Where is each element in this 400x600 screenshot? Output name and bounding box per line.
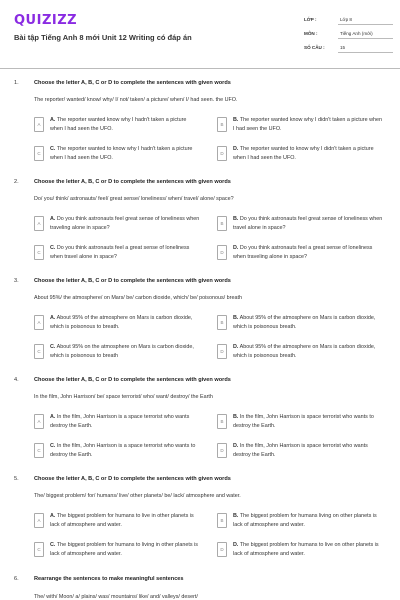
option-letter-box[interactable]: C	[34, 542, 44, 557]
question-instruction: Choose the letter A, B, C or D to complete the sentences with given words	[34, 179, 231, 185]
question-instruction: Rearrange the sentences to make meaningful sentences	[34, 576, 184, 582]
option-text: D. Do you think astronauts feel a great sense of loneliness when traveling alone in space?	[233, 245, 373, 260]
option-letter-box[interactable]: D	[217, 146, 227, 161]
option-letter-box[interactable]: A	[34, 414, 44, 429]
option-text: D. The reporter wanted to know why I didn't taken a picture when I had seen the UFO.	[233, 146, 374, 161]
option-letter-box[interactable]: A	[34, 513, 44, 528]
meta-lop-label: LỚP :	[304, 17, 317, 22]
document-title: Bài tập Tiếng Anh 8 mới Unit 12 Writing có đáp án	[14, 33, 192, 42]
option-letter-box[interactable]: D	[217, 443, 227, 458]
option-text: B. The biggest problem for humans living on other planets is lack of atmosphere and water.	[233, 513, 377, 528]
option-letter-box[interactable]: D	[217, 344, 227, 359]
meta-mon-value: Tiếng Anh (mới)	[340, 31, 373, 36]
option-letter-box[interactable]: C	[34, 245, 44, 260]
option-text: B. The reporter wanted know why I didn't taken a picture when I had seen the UFO.	[233, 117, 382, 132]
option-text: C. The biggest problem for humans to living in other planets is lack of atmosphere and water.	[50, 542, 198, 557]
question-number: 2.	[14, 179, 19, 185]
question-number: 5.	[14, 476, 19, 482]
question-prompt: In the film, John Harrison/ be/ space terrorist/ who/ want/ destroy/ the Earth	[34, 394, 213, 400]
option-letter-box[interactable]: A	[34, 117, 44, 132]
option-text: B. Do you think astronauts feel great sense of loneliness when travel alone in space?	[233, 216, 383, 231]
option-text: D. The biggest problem for humans to live on other planets is lack of atmosphere and water.	[233, 542, 379, 557]
meta-socau-line	[338, 52, 393, 53]
option-letter-box[interactable]: D	[217, 245, 227, 260]
option-text: A. The biggest problem for humans to live in other planets is lack of atmosphere and water.	[50, 513, 194, 528]
option-text: A. The reporter wanted know why I hadn't taken a picture when I had seen the UFO.	[50, 117, 187, 132]
option-letter-box[interactable]: D	[217, 542, 227, 557]
option-letter-box[interactable]: A	[34, 216, 44, 231]
option-text: C. Do you think astronauts feel a great sense of loneliness when travel alone in space?	[50, 245, 190, 260]
option-text: A. About 95% of the atmosphere on Mars is carbon dioxide, which is poisonous to breath.	[50, 315, 193, 330]
meta-lop-line	[338, 24, 393, 25]
question-instruction: Choose the letter A, B, C or D to complete the sentences with given words	[34, 476, 231, 482]
option-letter-box[interactable]: B	[217, 117, 227, 132]
question-number: 6.	[14, 576, 19, 582]
question-prompt: The/ with/ Moon/ a/ plains/ was/ mountains/ like/ and/ valleys/ desert/	[34, 594, 198, 600]
header-divider	[0, 68, 400, 69]
question-prompt: The reporter/ wanted/ know/ why/ I/ not/ taken/ a picture/ when/ I/ had seen. the UFO.	[34, 97, 238, 103]
meta-socau-value: 15	[340, 45, 346, 50]
option-text: D. In the film, John Harrison is space terrorist who wants destroy the Earth.	[233, 443, 368, 458]
meta-mon-line	[338, 38, 393, 39]
option-text: A. Do you think astronauts feel great sense of loneliness when traveling alone in space?	[50, 216, 200, 231]
question-number: 4.	[14, 377, 19, 383]
option-letter-box[interactable]: B	[217, 315, 227, 330]
option-letter-box[interactable]: C	[34, 146, 44, 161]
worksheet-header	[0, 0, 400, 64]
option-letter-box[interactable]: B	[217, 216, 227, 231]
question-instruction: Choose the letter A, B, C or D to complete the sentences with given words	[34, 377, 231, 383]
option-text: B. In the film, John Harrison is space terrorist who wants to destroy the Earth.	[233, 414, 374, 429]
option-text: C. In the film, John Harrison is a space terrorist who wants to destroy the Earth.	[50, 443, 196, 458]
option-letter-box[interactable]: C	[34, 443, 44, 458]
quizizz-logo: QUIZIZZ	[14, 13, 78, 28]
question-prompt: Do/ you/ think/ astronauts/ feel/ great sense/ loneliness/ when/ travel/ alone/ space?	[34, 196, 234, 202]
question-instruction: Choose the letter A, B, C or D to complete the sentences with given words	[34, 278, 231, 284]
question-instruction: Choose the letter A, B, C or D to complete the sentences with given words	[34, 80, 231, 86]
option-text: C. About 95% on the atmosphere on Mars is carbon dioxide, which is poisonous to breath	[50, 344, 194, 359]
option-letter-box[interactable]: A	[34, 315, 44, 330]
question-number: 1.	[14, 80, 19, 86]
question-number: 3.	[14, 278, 19, 284]
meta-lop-value: Lớp 8	[340, 17, 352, 22]
option-letter-box[interactable]: B	[217, 513, 227, 528]
option-letter-box[interactable]: C	[34, 344, 44, 359]
option-text: A. In the film, John Harrison is a space terrorist who wants destroy the Earth.	[50, 414, 190, 429]
meta-mon-label: MÔN :	[304, 31, 318, 36]
option-text: B. About 95% of the atmosphere on Mars is carbon dioxide, which is poisonous breath.	[233, 315, 376, 330]
option-letter-box[interactable]: B	[217, 414, 227, 429]
option-text: D. About 95% of the atmosphere on Mars is carbon dioxide, which is poisonous breath.	[233, 344, 376, 359]
option-text: C. The reporter wanted to know why I hadn't taken a picture when I had seen the UFO.	[50, 146, 193, 161]
question-prompt: The/ biggest problem/ for/ humans/ live/ other planets/ be/ lack/ atmosphere and water.	[34, 493, 241, 499]
question-prompt: About 95%/ the atmosphere/ on Mars/ be/ carbon dioxide, which/ be/ poisonous/ breath	[34, 295, 242, 301]
meta-socau-label: SỐ CÂU :	[304, 45, 325, 50]
